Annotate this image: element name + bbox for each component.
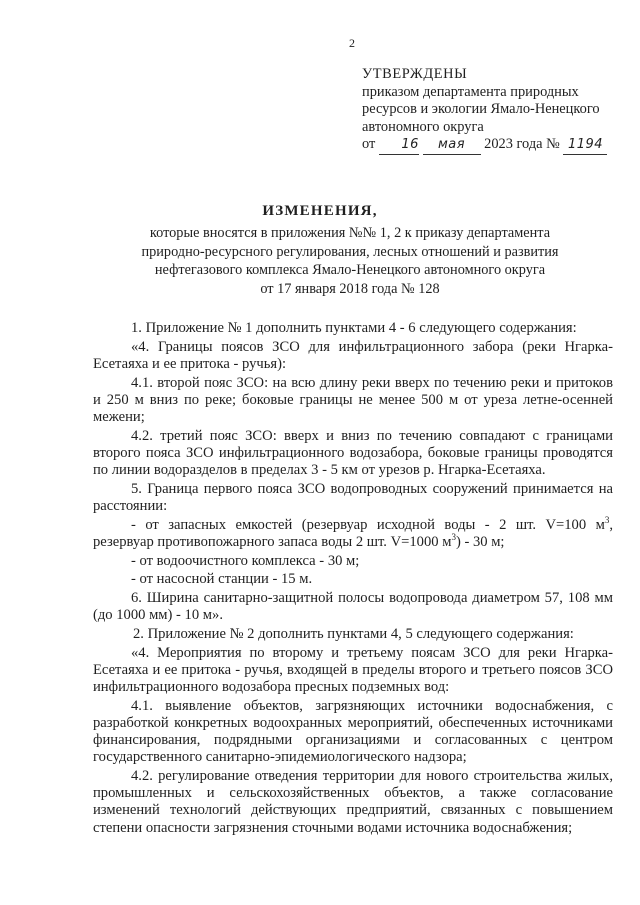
- subtitle-line-3: нефтегазового комплекса Ямало-Ненецкого автономного округа: [154, 262, 546, 278]
- page-number: 2: [349, 36, 355, 50]
- paragraph-2: «4. Границы поясов ЗСО для инфильтрационного забора (реки Нгарка-Есетаяха и ее притока - ручья):: [93, 338, 613, 372]
- superscript-cubic-1: 3: [604, 514, 610, 525]
- paragraph-10: 2. Приложение № 2 дополнить пунктами 4, 5 следующего содержания:: [133, 625, 574, 642]
- paragraph-12: 4.1. выявление объектов, загрязняющих источники водоснабжения, с разработкой конкретных водоохранных мероприятий, обеспеченных источниками финансирования, подрядными организациями и согласованных с центром государственного санитарно-эпидемиологического надзора;: [93, 697, 613, 766]
- document-subtitle: [120, 224, 580, 298]
- paragraph-6-part-a: - от запасных емкостей (резервуар исходной воды - 2 шт. V=100 м: [131, 516, 605, 533]
- approval-date-line: [362, 136, 622, 155]
- subtitle-line-4: от 17 января 2018 года № 128: [260, 280, 440, 297]
- paragraph-7: - от водоочистного комплекса - 30 м;: [131, 552, 360, 569]
- approval-date-month: мая: [423, 136, 481, 155]
- paragraph-5: 5. Граница первого пояса ЗСО водопроводных сооружений принимается на расстоянии:: [93, 480, 613, 515]
- paragraph-4: 4.2. третий пояс ЗСО: вверх и вниз по течению совпадают с границами второго пояса ЗСО инфильтрационного водозабора, боковые границы проводятся по линии водоразделов в пределах 3 - 5 км от урезов р. Нгарка-Есетаяха.: [93, 427, 613, 479]
- approval-from-label: от: [362, 136, 376, 152]
- superscript-cubic-2: 3: [451, 532, 456, 543]
- paragraph-1: 1. Приложение № 1 дополнить пунктами 4 - 6 следующего содержания:: [131, 320, 577, 336]
- paragraph-6: [93, 514, 613, 551]
- approval-line-2: ресурсов и экологии Ямало-Ненецкого: [362, 101, 600, 117]
- approval-block: [362, 66, 622, 155]
- paragraph-6-part-c: ) - 30 м;: [455, 533, 505, 550]
- approval-line-3: автономного округа: [362, 118, 484, 135]
- approval-heading: УТВЕРЖДЕНЫ: [362, 66, 468, 82]
- subtitle-line-1: которые вносятся в приложения №№ 1, 2 к приказу департамента: [149, 225, 551, 241]
- approval-line-1: приказом департамента природных: [362, 83, 579, 100]
- subtitle-line-2: природно-ресурсного регулирования, лесных отношений и развития: [141, 243, 559, 260]
- paragraph-8: - от насосной станции - 15 м.: [131, 571, 313, 588]
- document-body: [93, 320, 613, 838]
- paragraph-6-part-b: , резервуар противопожарного запаса воды 2 шт. V=1000 м: [93, 516, 613, 550]
- paragraph-9: 6. Ширина санитарно-защитной полосы водопровода диаметром 57, 108 мм (до 1000 мм) - 10 м».: [93, 590, 613, 624]
- paragraph-3: 4.1. второй пояс ЗСО: на всю длину реки вверх по течению реки и притоков и 250 м вниз по реке; боковые границы не менее 500 м от уреза летне-осенней межени;: [93, 374, 613, 426]
- paragraph-13: 4.2. регулирование отведения территории для нового строительства жилых, промышленных и сельскохозяйственных объектов, а также согласование изменений технологий действующих предприятий, связанных с повышением степени опасности загрязнения сточными водами источника водоснабжения;: [93, 768, 613, 836]
- paragraph-11: «4. Мероприятия по второму и третьему поясам ЗСО для реки Нгарка-Есетаяха и ее притока - ручья, входящей в пределы второго и третьего поясов ЗСО инфильтрационного водозабора пресных подземных вод:: [93, 644, 613, 696]
- approval-order-number: 1194: [563, 136, 607, 155]
- document-title: ИЗМЕНЕНИЯ,: [262, 203, 378, 219]
- approval-date-day: 16: [379, 136, 419, 155]
- approval-year-text: 2023 года №: [484, 136, 560, 152]
